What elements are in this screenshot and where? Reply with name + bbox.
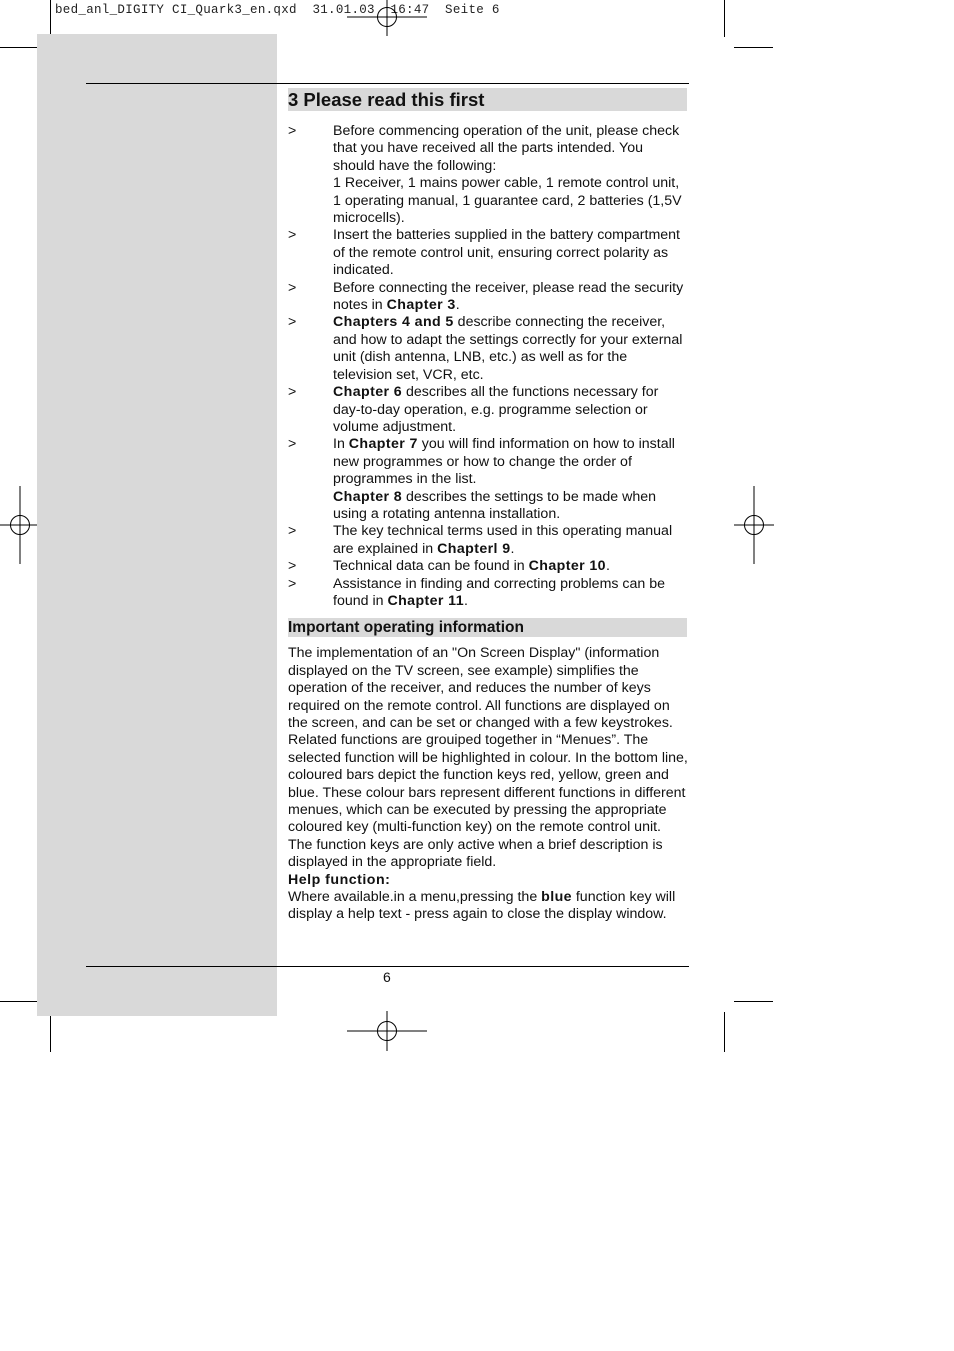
item-text: Assistance in finding and correcting problems can be found in — [333, 575, 666, 609]
item-text: Before connecting the receiver, please read the security notes in — [333, 279, 684, 314]
registration-mark-right — [734, 486, 774, 564]
list-marker: > — [288, 558, 297, 575]
chapter-ref: Chapter 7 — [348, 436, 418, 453]
osd-paragraph: The implementation of an "On Screen Display" (information displayed on the TV screen, see example) simplifies the operation of the receiver, and reduces the number of keys required on the remote control. All functions are displayed on the screen, and can be set or changed with a few keystrokes. Related functions are grouiped together in “Menues”. The selected function will be highlighted in colour. In the bottom line, coloured bars depict the function keys red, yellow, green and blue. These colour bars represent different functions in different menues, which can be executed by pressing the appropriate coloured key (multi-function key) on the remote control unit. The function keys are only active when a brief description is displayed in the appropriate field. — [288, 645, 688, 871]
list-marker: > — [288, 384, 297, 401]
list-item — [288, 436, 688, 523]
help-text: function key will display a help text - press again to close the display window. — [288, 889, 676, 923]
crop-mark-top-left-h — [0, 47, 37, 48]
help-text: Where available.in a menu,pressing the — [288, 889, 542, 906]
page-number: 6 — [383, 969, 391, 985]
chapter-ref: Chapterl 9 — [437, 540, 511, 557]
list-item — [288, 123, 688, 227]
crop-mark-top-right-h — [734, 47, 773, 48]
blue-key-ref: blue — [541, 889, 572, 906]
item-text: Insert the batteries supplied in the battery compartment of the remote control unit, ensuring correct polarity as indicated. — [333, 227, 680, 279]
chapter-heading: 3 Please read this first — [288, 88, 687, 111]
top-rule — [86, 83, 689, 84]
item-text: . — [605, 558, 610, 575]
item-text: In — [333, 436, 349, 453]
chapter-ref: Chapters 4 and 5 — [333, 314, 454, 331]
item-text: Technical data can be found in — [333, 558, 529, 575]
list-item — [288, 523, 688, 558]
list-marker: > — [288, 575, 297, 592]
item-text: describe connecting the receiver, and how to adapt the settings correctly for your external unit (dish antenna, LNB, etc.) as well as for the television set, VCR, etc. — [333, 314, 683, 383]
chapter-ref: Chapter 10 — [528, 558, 606, 575]
item-text: . — [510, 540, 515, 557]
list-marker: > — [288, 279, 297, 296]
item-text: Before commencing operation of the unit, please check that you have received all the parts intended. You should have the following: — [333, 123, 680, 174]
item-text: . — [455, 297, 460, 314]
item-text: describes the settings to be made when using a rotating antenna installation. — [333, 488, 656, 522]
margin-gray-band — [37, 34, 277, 1016]
chapter-ref: Chapter 8 — [333, 488, 403, 505]
list-item — [288, 558, 688, 575]
crop-mark-bottom-right-h — [734, 1001, 773, 1002]
item-text: . — [463, 592, 468, 609]
list-marker: > — [288, 523, 297, 540]
list-marker: > — [288, 227, 297, 244]
crop-mark-bottom-left-v — [50, 1012, 51, 1052]
crop-mark-top-right-v — [724, 0, 725, 37]
help-paragraph — [288, 889, 688, 924]
list-item — [288, 576, 688, 611]
item-text: describes all the functions necessary for day-to-day operation, e.g. programme selection or volume adjustment. — [333, 384, 659, 435]
list-item — [288, 384, 688, 436]
item-text: 1 operating manual, 1 guarantee card, 2 batteries (1,5V microcells). — [333, 192, 682, 227]
bottom-rule — [86, 966, 689, 967]
section-subheading: Important operating information — [288, 618, 687, 637]
item-text: 1 Receiver, 1 mains power cable, 1 remote control unit, — [333, 175, 680, 192]
list-item — [288, 227, 688, 279]
registration-mark-top — [347, 0, 427, 36]
help-function-title: Help function: — [288, 871, 391, 888]
list-marker: > — [288, 123, 297, 139]
print-slug-line: bed_anl_DIGITY CI_Quark3_en.qxd 31.01.03 16:47 Seite 6 — [55, 3, 500, 17]
list-marker: > — [288, 436, 297, 453]
page-content — [288, 88, 688, 924]
chapter-ref: Chapter 6 — [333, 384, 403, 401]
chapter-ref: Chapter 3 — [386, 297, 456, 314]
registration-mark-left — [0, 486, 40, 564]
list-marker: > — [288, 314, 297, 331]
crop-mark-bottom-right-v — [724, 1012, 725, 1052]
crop-mark-bottom-left-h — [0, 1001, 37, 1002]
crop-mark-top-left-v — [50, 0, 51, 37]
chapter-ref: Chapter 11 — [387, 592, 464, 609]
registration-mark-bottom — [347, 1011, 427, 1051]
list-item — [288, 314, 688, 384]
list-item — [288, 280, 688, 315]
item-text: you will find information on how to install new programmes or how to change the order of programmes in the list. — [333, 436, 675, 488]
instruction-list — [288, 123, 688, 610]
item-text: The key technical terms used in this operating manual are explained in — [333, 523, 673, 557]
